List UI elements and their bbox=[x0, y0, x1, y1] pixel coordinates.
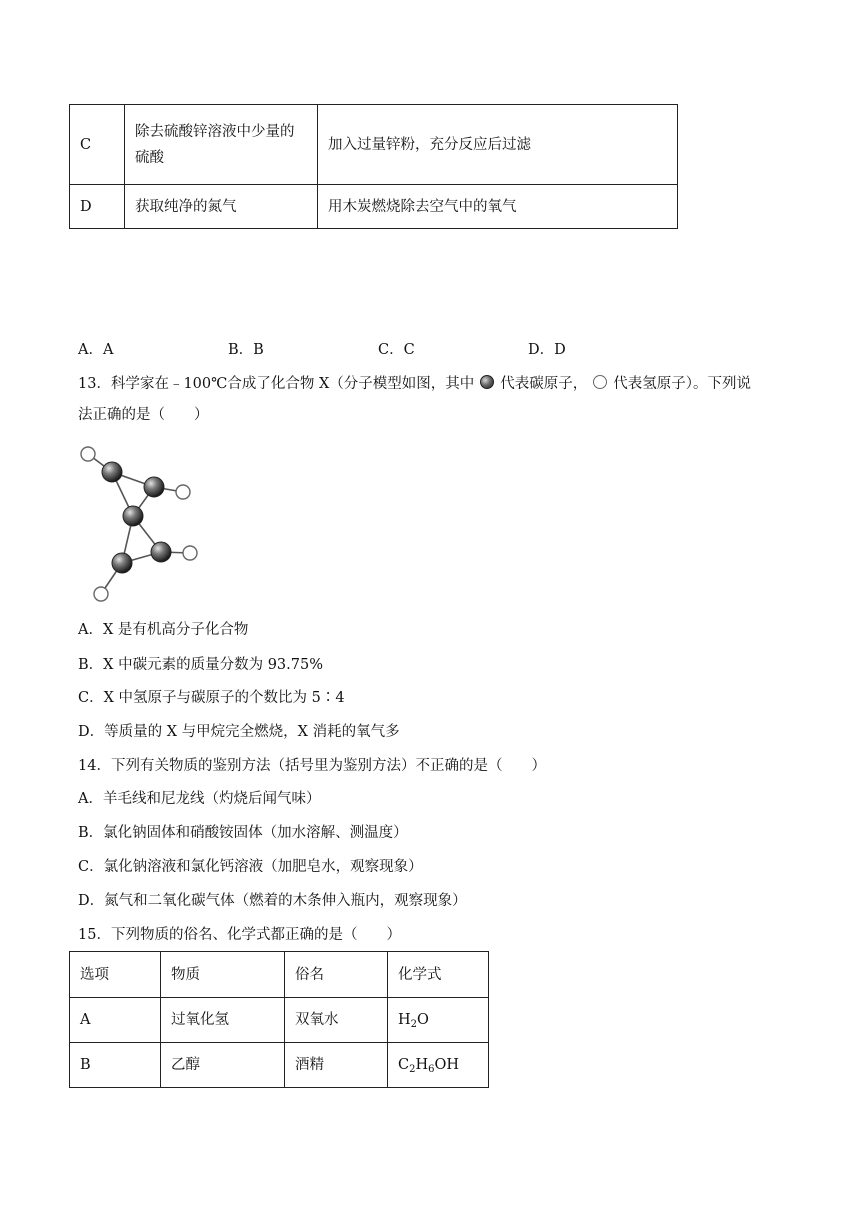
q13-hydrogen-label: 代表氢原子）。下列说 bbox=[613, 376, 752, 392]
header-substance: 物质 bbox=[161, 952, 285, 998]
q12-option-a: A．A bbox=[78, 342, 114, 358]
cell-formula bbox=[388, 998, 489, 1043]
hydrogen-atom-icon bbox=[183, 546, 197, 560]
cell-option: A bbox=[70, 998, 161, 1043]
molecule-model-diagram bbox=[72, 440, 212, 610]
cell-formula bbox=[388, 1043, 489, 1088]
carbon-atoms bbox=[102, 462, 171, 573]
q13-stem-line1 bbox=[78, 374, 751, 394]
formula-part: O bbox=[417, 1012, 429, 1028]
q15-table bbox=[69, 951, 489, 1088]
hydrogen-atom-icon bbox=[81, 447, 95, 461]
cell-substance: 乙醇 bbox=[161, 1043, 285, 1088]
table-cell-purpose: 获取纯净的氮气 bbox=[125, 185, 318, 229]
q15-stem: 15．下列物质的俗名、化学式都正确的是（ ） bbox=[78, 927, 401, 943]
q12-option-b: B．B bbox=[228, 342, 264, 358]
table-cell-purpose bbox=[125, 105, 318, 185]
carbon-atom-icon bbox=[102, 462, 122, 482]
q13-stem-line2: 法正确的是（ ） bbox=[78, 407, 209, 423]
q14-option-a: A．羊毛线和尼龙线（灼烧后闻气味） bbox=[78, 791, 321, 807]
table-cell-method: 用木炭燃烧除去空气中的氧气 bbox=[318, 185, 678, 229]
q14-option-d: D．氮气和二氧化碳气体（燃着的木条伸入瓶内，观察现象） bbox=[78, 893, 467, 909]
q12-option-c: C．C bbox=[378, 342, 415, 358]
q12-option-d: D．D bbox=[528, 342, 566, 358]
table-cell-option: D bbox=[70, 185, 125, 229]
carbon-atom-icon bbox=[151, 542, 171, 562]
q13-option-a: A．X 是有机高分子化合物 bbox=[78, 622, 249, 638]
hydrogen-atom-icon bbox=[593, 375, 607, 389]
q14-option-b: B．氯化钠固体和硝酸铵固体（加水溶解、测温度） bbox=[78, 825, 408, 841]
carbon-atom-icon bbox=[144, 477, 164, 497]
q13-option-d: D．等质量的 X 与甲烷完全燃烧，X 消耗的氧气多 bbox=[78, 724, 400, 740]
table-cell-option: C bbox=[70, 105, 125, 185]
table-row bbox=[70, 105, 678, 185]
formula-subscript: 6 bbox=[428, 1064, 435, 1075]
purpose-line1: 除去硫酸锌溶液中少量的 bbox=[135, 123, 295, 140]
q13-carbon-label: 代表碳原子， bbox=[500, 376, 588, 392]
hydrogen-atom-icon bbox=[176, 485, 190, 499]
q14-stem: 14．下列有关物质的鉴别方法（括号里为鉴别方法）不正确的是（ ） bbox=[78, 758, 546, 774]
carbon-atom-icon bbox=[123, 506, 143, 526]
formula-part: C bbox=[398, 1057, 410, 1073]
carbon-atom-icon bbox=[112, 553, 132, 573]
carbon-atom-icon bbox=[480, 375, 494, 389]
q12-table bbox=[69, 104, 678, 229]
cell-common-name: 双氧水 bbox=[285, 998, 388, 1043]
table-cell-method: 加入过量锌粉，充分反应后过滤 bbox=[318, 105, 678, 185]
cell-common-name: 酒精 bbox=[285, 1043, 388, 1088]
table-row bbox=[70, 998, 489, 1043]
formula-part: H bbox=[415, 1057, 429, 1073]
header-common-name: 俗名 bbox=[285, 952, 388, 998]
q14-option-c: C．氯化钠溶液和氯化钙溶液（加肥皂水，观察现象） bbox=[78, 859, 423, 875]
table-header-row bbox=[70, 952, 489, 998]
formula-subscript: 2 bbox=[410, 1019, 418, 1030]
formula-subscript: 2 bbox=[409, 1064, 416, 1075]
table-row bbox=[70, 1043, 489, 1088]
q13-stem-part1: 13．科学家在﹣100℃合成了化合物 X（分子模型如图，其中 bbox=[78, 376, 475, 392]
q13-option-b: B．X 中碳元素的质量分数为 93.75% bbox=[78, 657, 323, 673]
cell-option: B bbox=[70, 1043, 161, 1088]
table-row bbox=[70, 185, 678, 229]
purpose-line2: 硫酸 bbox=[135, 149, 164, 166]
header-formula: 化学式 bbox=[388, 952, 489, 998]
q13-option-c: C．X 中氢原子与碳原子的个数比为 5∶4 bbox=[78, 690, 345, 706]
header-option: 选项 bbox=[70, 952, 161, 998]
formula-part: OH bbox=[434, 1057, 460, 1073]
formula-part: H bbox=[398, 1012, 411, 1028]
hydrogen-atom-icon bbox=[94, 587, 108, 601]
cell-substance: 过氧化氢 bbox=[161, 998, 285, 1043]
